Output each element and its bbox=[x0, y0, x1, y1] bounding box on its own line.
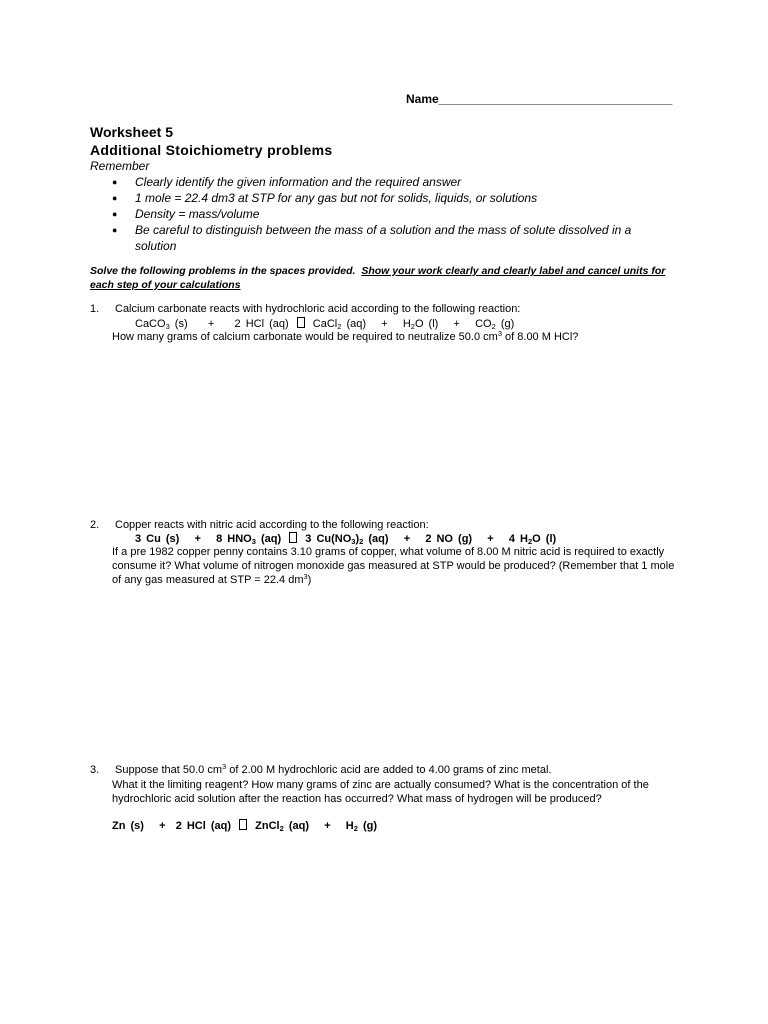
bullet-icon: ● bbox=[112, 177, 118, 187]
instructions bbox=[90, 264, 680, 292]
reaction-equation: Zn (s) + 2 HCl (aq) ZnCl$_2$ (aq) + $H_2$ (g) bbox=[112, 820, 378, 833]
problem-number: 3. bbox=[90, 764, 100, 776]
name-field-line: Name___________________________________ bbox=[406, 92, 673, 106]
reaction-arrow-icon bbox=[289, 532, 297, 543]
problem-question: If a pre 1982 copper penny contains 3.10 grams of copper, what volume of 8.00 M nitric acid is required to exactly consume it? What volume of nitrogen monoxide gas measured at STP would be produced? (Remember that 1 mole of any gas measured at STP = 22.4 $dm^3$) bbox=[112, 546, 675, 586]
problem-intro: Copper reacts with nitric acid according to the following reaction: bbox=[115, 519, 429, 531]
remember-label: Remember bbox=[90, 159, 150, 173]
bullet-icon: ● bbox=[112, 225, 118, 235]
worksheet-subtitle: Additional Stoichiometry problems bbox=[90, 142, 333, 158]
remember-item: ● Be careful to distinguish between the mass of a solution and the mass of solute dissolved in a solution bbox=[112, 223, 632, 253]
reaction-equation: CaCO$_3$ (s) + 2 HCl (aq) CaCl$_2$ (aq) + $H_2O$ (l) + $CO_2$ (g) bbox=[135, 318, 515, 331]
remember-item: ● Density = mass/volume bbox=[112, 207, 260, 221]
remember-list bbox=[112, 174, 672, 254]
bullet-icon: ● bbox=[112, 193, 118, 203]
instructions-part1: Solve the following problems in the spaces provided. bbox=[90, 265, 356, 277]
problem-question: What it the limiting reagent? How many grams of zinc are actually consumed? What is the concentration of the hydrochloric acid solution after the reaction has occurred? What mass of hydrogen will be produced? bbox=[112, 779, 649, 805]
problem-intro: Calcium carbonate reacts with hydrochloric acid according to the following reaction: bbox=[115, 303, 521, 315]
remember-item: ● Clearly identify the given information and the required answer bbox=[112, 175, 462, 189]
bullet-icon: ● bbox=[112, 209, 118, 219]
problem-question: How many grams of calcium carbonate would be required to neutralize 50.0 $cm^3$ of 8.00 M HCl? bbox=[112, 329, 579, 343]
problem-number: 2. bbox=[90, 519, 100, 531]
problem-number: 1. bbox=[90, 303, 100, 315]
reaction-arrow-icon bbox=[239, 819, 247, 830]
remember-item: ● 1 mole = 22.4 dm3 at STP for any gas but not for solids, liquids, or solutions bbox=[112, 191, 538, 205]
instructions-part2: Show your work clearly and clearly label and cancel units for each step of your calculations bbox=[90, 265, 666, 291]
worksheet-title: Worksheet 5 bbox=[90, 124, 173, 140]
problem-intro: Suppose that 50.0 $cm^3$ of 2.00 M hydrochloric acid are added to 4.00 grams of zinc metal. bbox=[115, 762, 552, 776]
reaction-equation: 3 Cu (s) + 8 $HNO_3$ (aq) 3 $Cu(NO_3)_2$ (aq) + 2 NO (g) + 4 $H_2O$ (l) bbox=[135, 533, 557, 546]
reaction-arrow-icon bbox=[297, 317, 305, 328]
